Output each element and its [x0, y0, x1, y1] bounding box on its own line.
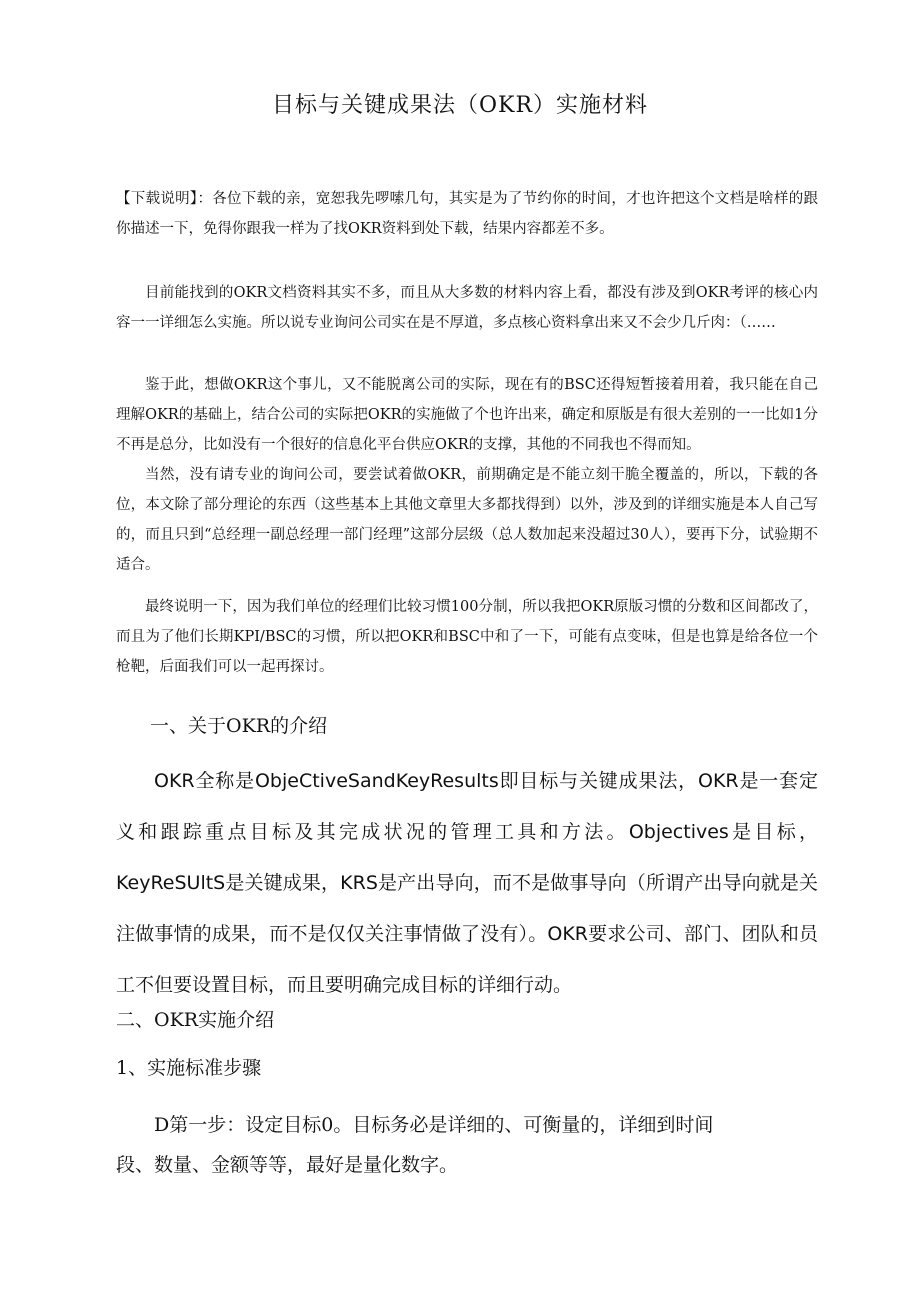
intro-paragraph-1 [116, 278, 818, 338]
paragraph-of-course: 当然，没有请专业的询问公司，要尝试着做OKR，前期确定是不能立刻干脆全覆盖的，所以，下载的各位，本文除了部分理论的东西（这些基本上其他文章里大多都找得到）以外，涉及到的详细实施是本人自己写的，而且只到“总经理一副总经理一部门经理”这部分层级（总人数加起来没超过30人），要再下分，试验期不适合。 [116, 467, 818, 573]
paragraph-current-materials: 目前能找到的OKR文档资料其实不多，而且从大多数的材料内容上看，都没有涉及到OKR考评的核心内容一一详细怎么实施。所以说专业询问公司实在是不厚道，多点核心资料拿出来又不会少几斤肉：（…… [116, 285, 818, 331]
subsection-heading-standard-steps: 1、实施标准步骤 [116, 1057, 262, 1079]
intro-paragraph-4 [116, 592, 818, 682]
section-body-okr-introduction: OKR全称是ObjeCtiveSandKeyResults即目标与关键成果法，OKR是一套定义和跟踪重点目标及其完成状况的管理工具和方法。Objectives是目标，KeyReSUltS是关键成果，KRS是产出导向，而不是做事导向（所谓产出导向就是关注做事情的成果，而不是仅仅关注事情做了没有）。OKR要求公司、部门、团队和员工不但要设置目标，而且要明确完成目标的详细行动。 [116, 770, 818, 996]
step-one-line-2: 段、数量、金额等等，最好是量化数字。 [116, 1154, 459, 1176]
section-heading-okr-implementation: 二、OKR实施介绍 [116, 1009, 275, 1031]
paragraph-download-note: 【下载说明】：各位下载的亲，宽恕我先啰嗦几句，其实是为了节约你的时间，才也许把这个文档是啥样的跟你描述一下，免得你跟我一样为了找OKR资料到处下载，结果内容都差不多。 [116, 191, 818, 237]
step-one-paragraph [116, 1105, 818, 1185]
step-one-line-1: D第一步：设定目标0。目标务必是详细的、可衡量的，详细到时间 [154, 1114, 714, 1136]
paragraph-final-note: 最终说明一下，因为我们单位的经理们比较习惯100分制，所以我把OKR原版习惯的分数和区间都改了，而且为了他们长期KPI/BSC的习惯，所以把OKR和BSC中和了一下，可能有点变味，但是也算是给各位一个枪靶，后面我们可以一起再探讨。 [116, 599, 818, 675]
section-heading-about-okr: 一、关于OKR的介绍 [150, 715, 328, 737]
paragraph-in-view-of-this: 鉴于此，想做OKR这个事儿，又不能脱离公司的实际，现在有的BSC还得短暂接着用着，我只能在自己理解OKR的基础上，结合公司的实际把OKR的实施做了个也许出来，确定和原版是有很大差别的一一比如1分不再是总分，比如没有一个很好的信息化平台供应OKR的支撑，其他的不同我也不得而知。 [116, 377, 818, 453]
intro-paragraph-2 [116, 370, 818, 460]
download-note-paragraph [116, 184, 818, 244]
document-title: 目标与关键成果法（OKR）实施材料 [271, 93, 649, 118]
intro-paragraph-3 [116, 460, 818, 580]
